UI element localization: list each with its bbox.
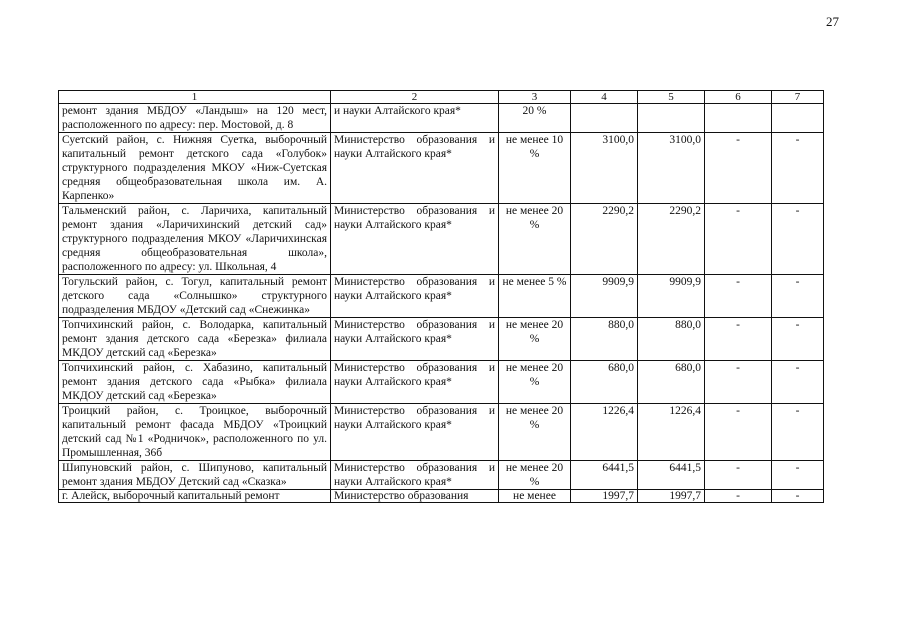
column-header-5: 5 [638,91,705,104]
amount-cell: 3100,0 [638,133,705,204]
dash-cell [772,104,824,133]
amount-cell [638,104,705,133]
share-cell: не менее 5 % [499,275,571,318]
amount-cell: 3100,0 [571,133,638,204]
table-row [59,404,824,461]
executor-cell: Министерство образования и науки Алтайского края* [331,404,499,461]
dash-cell: - [705,275,772,318]
table-row [59,490,824,503]
amount-cell: 1997,7 [638,490,705,503]
dash-cell: - [772,404,824,461]
column-header-6: 6 [705,91,772,104]
dash-cell: - [772,275,824,318]
share-cell: не менее 20 % [499,318,571,361]
share-cell: не менее 20 % [499,204,571,275]
dash-cell: - [705,318,772,361]
dash-cell: - [705,461,772,490]
dash-cell [705,104,772,133]
table-row [59,361,824,404]
object-description-cell: Шипуновский район, с. Шипуново, капитальный ремонт здания МБДОУ Детский сад «Сказка» [59,461,331,490]
share-cell: не менее [499,490,571,503]
column-header-4: 4 [571,91,638,104]
table-row [59,133,824,204]
dash-cell: - [705,133,772,204]
share-cell: не менее 20 % [499,404,571,461]
object-description-cell: Троицкий район, с. Троицкое, выборочный капитальный ремонт фасада МБДОУ «Троицкий детский сад №1 «Родничок», расположенного по ул. Промышленная, 36б [59,404,331,461]
dash-cell: - [772,204,824,275]
dash-cell: - [705,361,772,404]
amount-cell: 9909,9 [638,275,705,318]
table-row [59,318,824,361]
table-row [59,104,824,133]
executor-cell: Министерство образования и науки Алтайского края* [331,204,499,275]
amount-cell: 880,0 [638,318,705,361]
dash-cell: - [772,361,824,404]
share-cell: не менее 20 % [499,361,571,404]
object-description-cell: Топчихинский район, с. Хабазино, капитальный ремонт здания детского сада «Рыбка» филиала МКДОУ детский сад «Березка» [59,361,331,404]
dash-cell: - [705,204,772,275]
object-description-cell: Суетский район, с. Нижняя Суетка, выборочный капитальный ремонт детского сада «Голубок» структурного подразделения МКОУ «Ниж-Суетская средняя общеобразовательная школа им. А. Карпенко» [59,133,331,204]
executor-cell: Министерство образования [331,490,499,503]
object-description-cell: ремонт здания МБДОУ «Ландыш» на 120 мест, расположенного по адресу: пер. Мостовой, д. 8 [59,104,331,133]
column-header-3: 3 [499,91,571,104]
dash-cell: - [705,490,772,503]
amount-cell: 9909,9 [571,275,638,318]
amount-cell: 1226,4 [638,404,705,461]
column-header-2: 2 [331,91,499,104]
program-table [58,90,824,503]
share-cell: не менее 20 % [499,461,571,490]
column-header-1: 1 [59,91,331,104]
page-number: 27 [826,14,839,29]
dash-cell: - [772,490,824,503]
executor-cell: Министерство образования и науки Алтайского края* [331,461,499,490]
table-row [59,461,824,490]
dash-cell: - [772,318,824,361]
header-row [59,91,824,104]
amount-cell: 2290,2 [571,204,638,275]
object-description-cell: Топчихинский район, с. Володарка, капитальный ремонт здания детского сада «Березка» филиала МКДОУ детский сад «Березка» [59,318,331,361]
amount-cell: 680,0 [571,361,638,404]
dash-cell: - [772,133,824,204]
executor-cell: и науки Алтайского края* [331,104,499,133]
object-description-cell: Тальменский район, с. Ларичиха, капитальный ремонт здания «Ларичихинский детский сад» структурного подразделения МКОУ «Ларичихинская средняя общеобразовательная школа», расположенного по адресу: ул. Школьная, 4 [59,204,331,275]
amount-cell: 2290,2 [638,204,705,275]
dash-cell: - [772,461,824,490]
executor-cell: Министерство образования и науки Алтайского края* [331,133,499,204]
share-cell: не менее 10 % [499,133,571,204]
amount-cell: 6441,5 [571,461,638,490]
amount-cell: 880,0 [571,318,638,361]
column-header-7: 7 [772,91,824,104]
amount-cell: 680,0 [638,361,705,404]
object-description-cell: г. Алейск, выборочный капитальный ремонт [59,490,331,503]
executor-cell: Министерство образования и науки Алтайского края* [331,361,499,404]
dash-cell: - [705,404,772,461]
amount-cell: 6441,5 [638,461,705,490]
amount-cell: 1997,7 [571,490,638,503]
amount-cell [571,104,638,133]
table-row [59,204,824,275]
executor-cell: Министерство образования и науки Алтайского края* [331,275,499,318]
executor-cell: Министерство образования и науки Алтайского края* [331,318,499,361]
share-cell: 20 % [499,104,571,133]
object-description-cell: Тогульский район, с. Тогул, капитальный ремонт детского сада «Солнышко» структурного подразделения МБДОУ «Детский сад «Снежинка» [59,275,331,318]
table-row [59,275,824,318]
amount-cell: 1226,4 [571,404,638,461]
